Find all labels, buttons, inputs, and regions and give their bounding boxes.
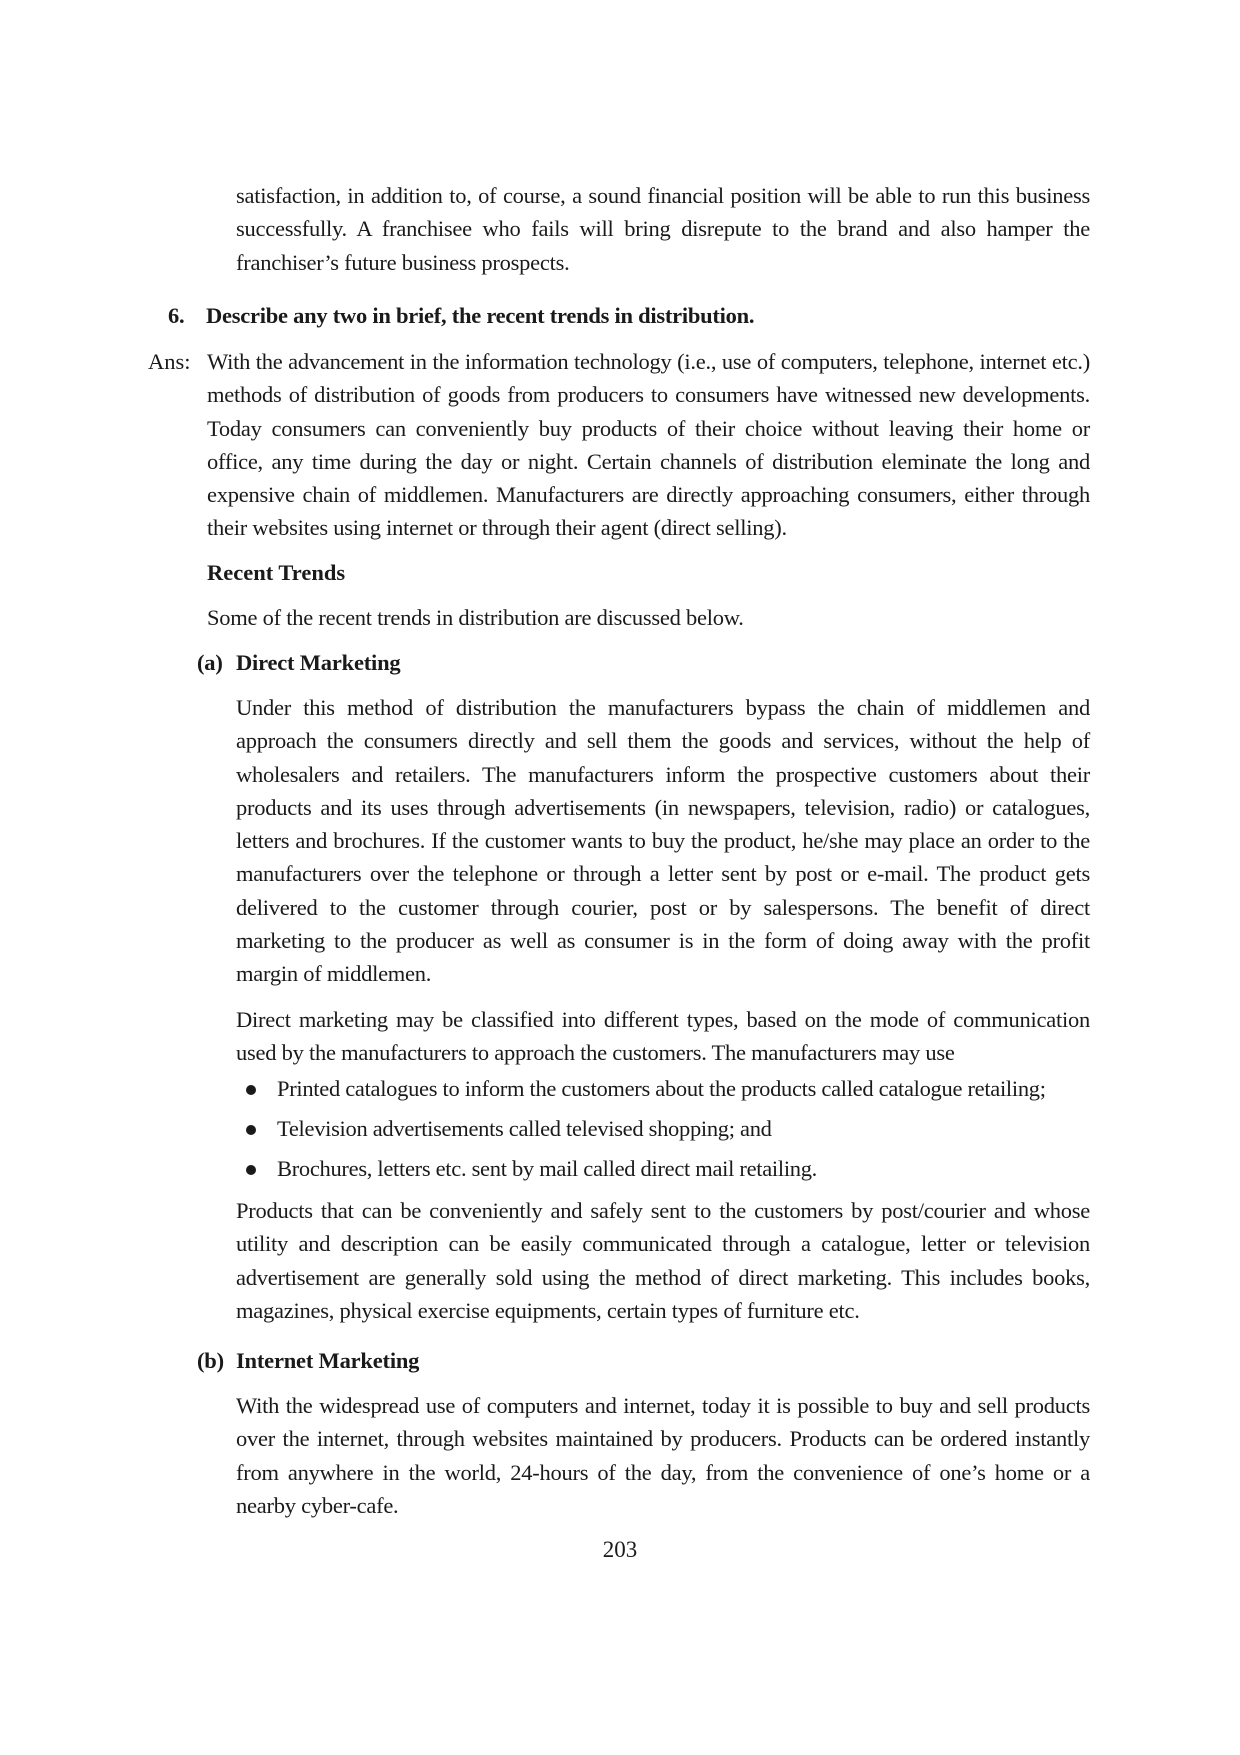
question-text: Describe any two in brief, the recent trends in distribution. — [206, 303, 755, 328]
internet-marketing-label: (b) — [197, 1348, 224, 1373]
bullet-icon — [246, 1165, 256, 1175]
page-number: 203 — [602, 1537, 638, 1562]
question-6 — [168, 299, 1088, 332]
bullet-icon — [246, 1085, 256, 1095]
direct-marketing-paragraph-1: Under this method of distribution the manufacturers bypass the chain of middlemen and approach the consumers directly and sell them the goods and services, without the help of wholesalers and retailers. The manufacturers inform the prospective customers about their products and its uses through advertisements (in newspapers, television, radio) or catalogues, letters and brochures. If the customer wants to buy the product, he/she may place an order to the manufacturers over the telephone or through a letter sent by post or e-mail. The product gets delivered to the customer through courier, post or by salespersons. The benefit of direct marketing to the producer as well as consumer is in the form of doing away with the profit margin of middlemen. — [236, 695, 1090, 987]
direct-marketing-heading — [197, 646, 400, 679]
direct-marketing-label: (a) — [197, 650, 223, 675]
list-item — [236, 1069, 1090, 1109]
question-number: 6. — [168, 303, 185, 328]
direct-marketing-paragraph-2: Direct marketing may be classified into different types, based on the mode of communication used by the manufacturers to approach the customers. The manufacturers may use — [236, 1007, 1090, 1066]
list-item-text: Television advertisements called televised shopping; and — [277, 1116, 772, 1141]
internet-marketing-paragraph-1: With the widespread use of computers and internet, today it is possible to buy and sell products over the internet, through websites maintained by producers. Products can be ordered instantly from anywhere in the world, 24-hours of the day, from the convenience of one’s home or a nearby cyber-cafe. — [236, 1393, 1090, 1518]
continued-paragraph: satisfaction, in addition to, of course, a sound financial position will be able to run this business successfully. A franchisee who fails will bring disrepute to the brand and also hamper the franchiser’s future business prospects. — [236, 183, 1090, 275]
list-item-text: Printed catalogues to inform the customers about the products called catalogue retailing; — [277, 1076, 1046, 1101]
list-item — [236, 1109, 1090, 1149]
list-item-text: Brochures, letters etc. sent by mail called direct mail retailing. — [277, 1156, 817, 1181]
direct-marketing-types-list — [236, 1069, 1090, 1189]
recent-trends-intro: Some of the recent trends in distribution are discussed below. — [207, 605, 744, 630]
direct-marketing-title: Direct Marketing — [236, 650, 401, 675]
list-item — [236, 1149, 1090, 1189]
internet-marketing-title: Internet Marketing — [236, 1348, 420, 1373]
internet-marketing-heading — [197, 1344, 419, 1377]
answer-label: Ans: — [148, 349, 191, 374]
answer-paragraph: With the advancement in the information technology (i.e., use of computers, telephone, internet etc.) methods of distribution of goods from producers to consumers have witnessed new developments. Today consumers can conveniently buy products of their choice without leaving their home or office, any time during the day or night. Certain channels of distribution eleminate the long and expensive chain of middlemen. Manufacturers are directly approaching consumers, either through their websites using internet or through their agent (direct selling). — [207, 349, 1090, 541]
bullet-icon — [246, 1125, 256, 1135]
recent-trends-heading: Recent Trends — [207, 560, 346, 585]
direct-marketing-paragraph-3: Products that can be conveniently and safely sent to the customers by post/courier and whose utility and description can be easily communicated through a catalogue, letter or television advertisement are generally sold using the method of direct marketing. This includes books, magazines, physical exercise equipments, certain types of furniture etc. — [236, 1198, 1090, 1323]
